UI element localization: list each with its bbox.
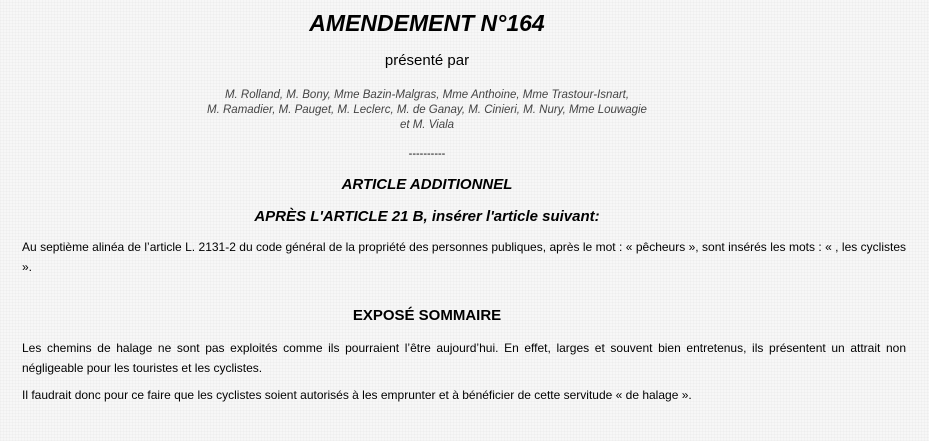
insert-instruction: APRÈS L'ARTICLE 21 B, insérer l'article suivant: (254, 208, 600, 225)
amendment-title: AMENDEMENT N°164 (309, 10, 545, 36)
separator-line: ---------- (408, 148, 446, 160)
authors-line: M. Rolland, M. Bony, Mme Bazin-Malgras, Mme Anthoine, Mme Trastour-Isnart, (224, 89, 630, 101)
summary-heading: EXPOSÉ SOMMAIRE (352, 307, 502, 324)
amendment-body-text: Au septième alinéa de l’article L. 2131-2 du code général de la propriété des personnes publiques, après le mot : « pêcheurs », sont insérés les mots : « , les cyclistes ». (22, 240, 906, 274)
authors-list (0, 88, 854, 133)
summary-paragraph: Il faudrait donc pour ce faire que les cyclistes soient autorisés à les emprunter et à bénéficier de cette servitude « de halage ». (22, 388, 692, 402)
authors-line: et M. Viala (399, 119, 455, 131)
summary-paragraph: Les chemins de halage ne sont pas exploités comme ils pourraient l’être aujourd’hui. En effet, larges et souvent bien entretenus, ils présentent un attrait non négligeable pour les touristes et les cyclistes. (22, 341, 906, 375)
presented-by-label: présenté par (384, 52, 470, 69)
article-heading: ARTICLE ADDITIONNEL (341, 176, 513, 193)
authors-line: M. Ramadier, M. Pauget, M. Leclerc, M. de Ganay, M. Cinieri, M. Nury, Mme Louwagie (207, 104, 647, 116)
